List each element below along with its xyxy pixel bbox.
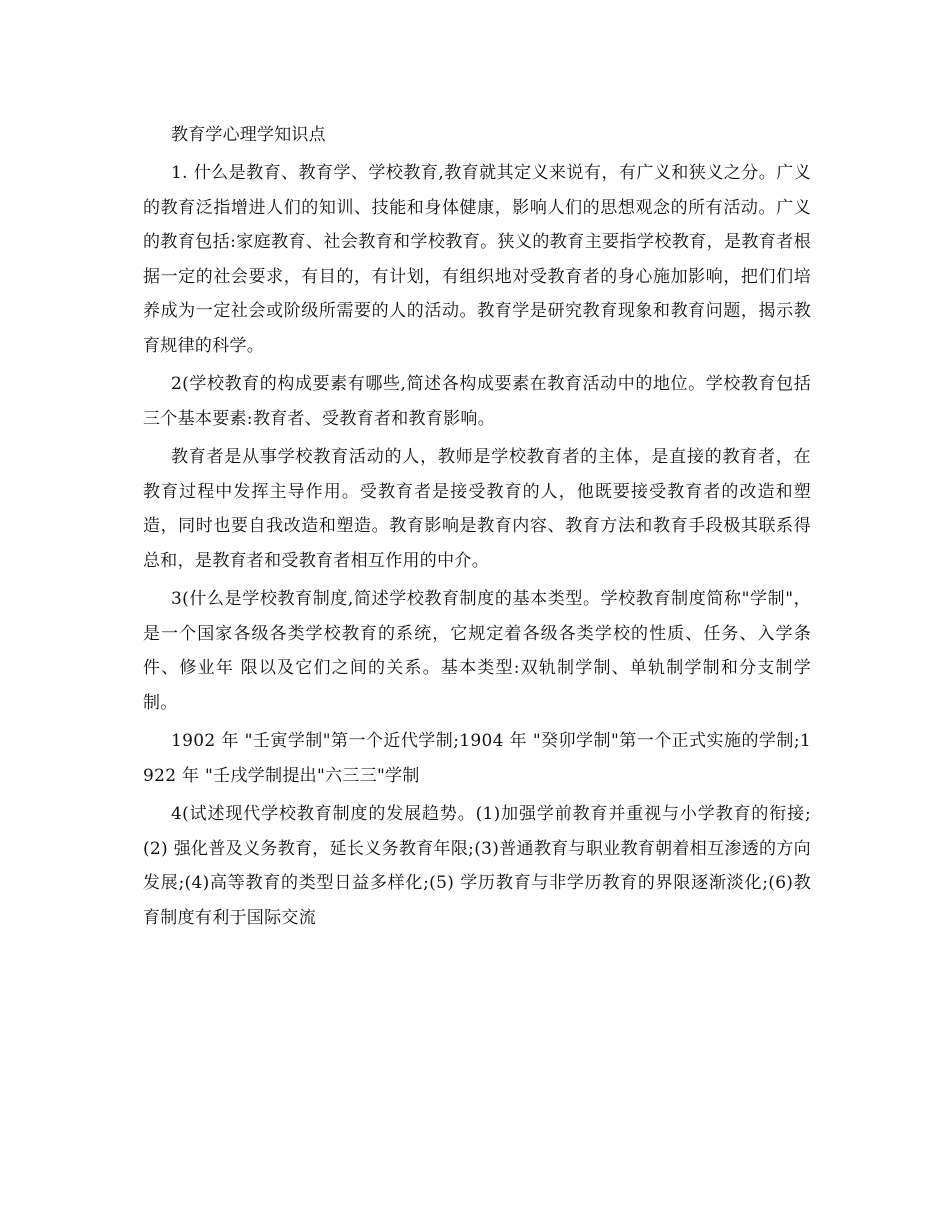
paragraph-educator-roles: 教育者是从事学校教育活动的人，教师是学校教育者的主体，是直接的教育者，在教育过程中发挥主导作用。受教育者是接受教育的人，他既要接受教育者的改造和塑造，同时也要自我改造和塑造。教育影响是教育内容、教育方法和教育手段极其联系得总和，是教育者和受教育者相互作用的中介。	[143, 447, 811, 571]
paragraph-development-trends: 4(试述现代学校教育制度的发展趋势。(1)加强学前教育并重视与小学教育的衔接;(2) 强化普及义务教育，延长义务教育年限;(3)普通教育与职业教育朝着相互渗透的方向发展;(4)高等教育的类型日益多样化;(5) 学历教育与非学历教育的界限逐渐淡化;(6)教育制度有利于国际交流	[143, 804, 811, 928]
document-body	[143, 118, 811, 935]
paragraph-historical-school-systems: 1902 年 "壬寅学制"第一个近代学制;1904 年 "癸卯学制"第一个正式实施的学制;1922 年 "壬戌学制提出"六三三"学制	[143, 731, 811, 786]
document-title: 教育学心理学知识点	[171, 125, 326, 145]
paragraph-definition-of-education: 1. 什么是教育、教育学、学校教育,教育就其定义来说有，有广义和狭义之分。广义的教育泛指增进人们的知训、技能和身体健康，影响人们的思想观念的所有活动。广义的教育包括:家庭教育、社会教育和学校教育。狭义的教育主要指学校教育，是教育者根据一定的社会要求，有目的，有计划，有组织地对受教育者的身心施加影响，把们们培养成为一定社会或阶级所需要的人的活动。教育学是研究教育现象和教育问题，揭示教育规律的科学。	[143, 163, 811, 356]
paragraph-school-education-elements: 2(学校教育的构成要素有哪些,简述各构成要素在教育活动中的地位。学校教育包括三个基本要素:教育者、受教育者和教育影响。	[143, 374, 811, 429]
paragraph-school-system-types: 3(什么是学校教育制度,简述学校教育制度的基本类型。学校教育制度简称"学制"，是一个国家各级各类学校教育的系统，它规定着各级各类学校的性质、任务、入学条件、修业年 限以及它们之间的关系。基本类型:双轨制学制、单轨制学制和分支制学制。	[143, 589, 811, 713]
